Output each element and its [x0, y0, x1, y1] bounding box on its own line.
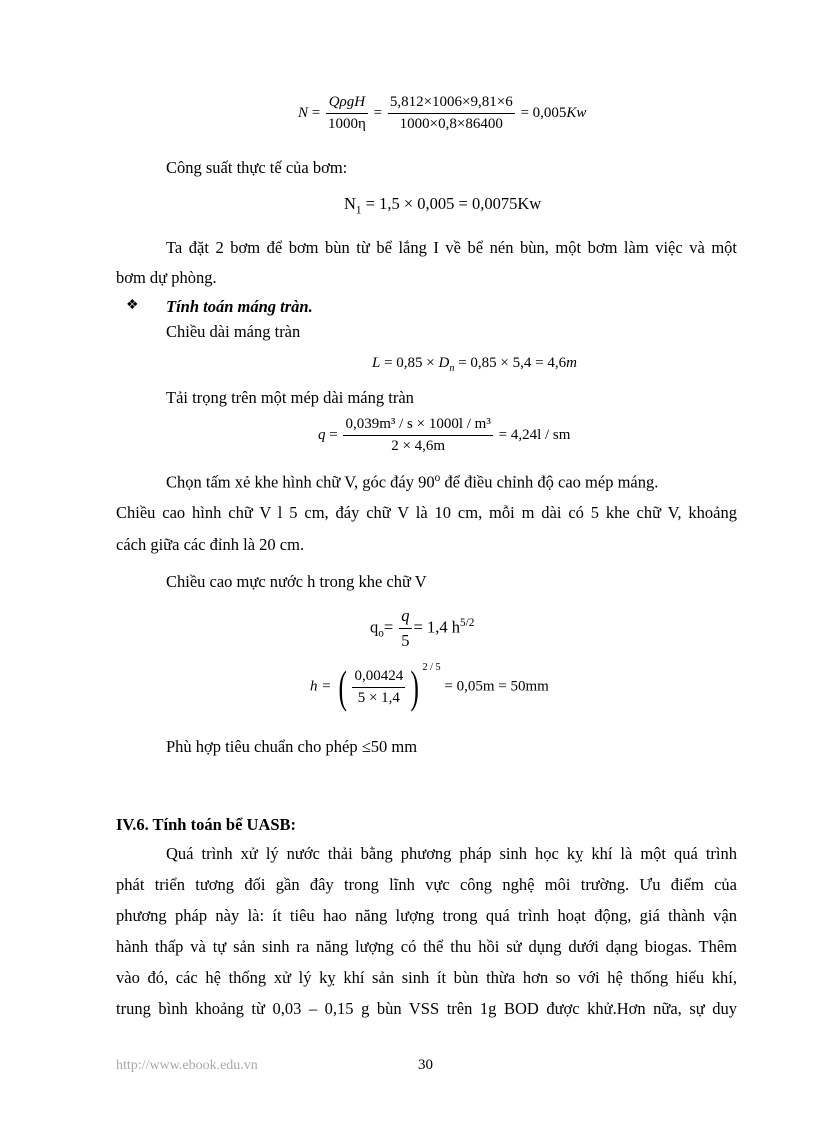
eq-qo-rest: = 1,4 h: [413, 617, 460, 637]
eq-h-den: 5 × 1,4: [357, 689, 400, 706]
eq-power-result: = 0,005: [520, 104, 567, 121]
para-pump-line-2: bơm dự phòng.: [116, 268, 217, 287]
eq-h-lhs: h =: [310, 678, 332, 695]
eq-q-num: 0,039m³ / s × 1000l / m³: [343, 416, 492, 436]
footer-url[interactable]: http://www.ebook.edu.vn: [116, 1058, 258, 1073]
eq-power-lhs: N: [298, 104, 309, 121]
eq-power-f2-den: 1000×0,8×86400: [399, 116, 503, 132]
equation-qo: [370, 606, 474, 651]
eq-qo-lhs: q: [370, 617, 379, 637]
eq-h-sup: 2 / 5: [422, 662, 441, 674]
right-paren-icon: ): [410, 661, 420, 712]
text-cong-suat: Công suất thực tế của bơm:: [166, 158, 348, 177]
eq-q-lhs: q: [318, 426, 326, 443]
left-paren-icon: (: [338, 661, 348, 712]
equation-L: [372, 355, 577, 374]
eq-power-f1-den: 1000η: [327, 116, 366, 132]
eq-q-result: = 4,24l / sm: [498, 426, 571, 443]
text-chieu-cao: Chiều cao mực nước h trong khe chữ V: [166, 572, 427, 591]
eq-qo-eq: =: [383, 617, 394, 637]
uasb-line-3: phương pháp này là: ít tiêu hao năng lượng trong quá trình hoạt động, giá thành vận: [116, 906, 737, 925]
eq-n1-prefix: N: [344, 194, 356, 213]
eq-L-rest: = 0,85 × 5,4 = 4,6: [454, 355, 567, 371]
page-number: 30: [418, 1057, 433, 1073]
eq-qo-den: 5: [401, 631, 410, 650]
eq-L-mid: = 0,85 ×: [380, 355, 439, 371]
eq-L-unit: m: [566, 355, 577, 371]
equation-n1: [344, 194, 541, 216]
uasb-line-1: Quá trình xử lý nước thải bằng phương pháp sinh học kỵ khí là một quá trình: [166, 844, 737, 863]
equation-power: N = $\frac{\text{QρgH}}{1000\eta}$ = $\frac{5,812\times 1006\times 9,81\times 6}{1000\times 0,8\times 86400}$ = 0,005Kw: [298, 94, 587, 132]
text-tai-trong: Tải trọng trên một mép dài máng tràn: [166, 388, 414, 407]
eq-power-f2-num: 5,812×1006×9,81×6: [388, 94, 515, 114]
eq-L-D-sub: n: [449, 363, 455, 374]
eq-power-fraction-2: [388, 94, 515, 133]
uasb-line-4: hành thấp và tự sản sinh ra năng lượng có thể thu hồi sử dụng dưới dạng biogas. Thêm: [116, 937, 737, 956]
para-pump-line-1: Ta đặt 2 bơm để bơm bùn từ bể lắng I về bể nén bùn, một bơm làm việc và một: [166, 238, 737, 257]
eq-qo-fraction: [399, 606, 411, 651]
eq-h-fraction: [352, 668, 405, 707]
eq-power-f1-num: QρgH: [326, 94, 368, 114]
para-v-line-1: [166, 472, 658, 493]
equation-q: q = $\frac{\text{0,039m³ / s × 1000l / m³}}{2 \times 4,6m}$ = 4,24l / sm: [318, 416, 571, 454]
bullet-diamond-icon: ❖: [126, 298, 139, 313]
eq-h-num: 0,00424: [352, 668, 405, 688]
text-phu-hop: Phù hợp tiêu chuẩn cho phép ≤50 mm: [166, 737, 418, 756]
heading-mang-tran: Tính toán máng tràn.: [166, 297, 313, 316]
uasb-line-6: trung bình khoảng từ 0,03 – 0,15 g bùn VSS trên 1g BOD được khử.Hơn nữa, sự duy: [116, 999, 737, 1018]
equation-h: [310, 661, 549, 712]
eq-L-lhs: L: [372, 355, 381, 371]
eq-qo-sup: 5/2: [459, 616, 475, 629]
eq-qo-num: q: [399, 606, 411, 629]
para-v-l1-a: Chọn tấm xẻ khe hình chữ V, góc đáy 90: [166, 472, 435, 492]
uasb-line-2: phát triển tương đối gần đây trong lĩnh vực công nghệ môi trường. Ưu điểm của: [116, 875, 737, 894]
para-v-line-2: Chiều cao hình chữ V l 5 cm, đáy chữ V là 10 cm, mỗi m dài có 5 khe chữ V, khoảng: [116, 503, 737, 522]
eq-power-unit: Kw: [566, 104, 587, 121]
eq-qo-sub: o: [378, 627, 384, 640]
heading-uasb: IV.6. Tính toán bể UASB:: [116, 815, 297, 834]
eq-q-den: 2 × 4,6m: [391, 438, 446, 454]
eq-power-fraction-1: [326, 94, 368, 133]
para-v-line-3: cách giữa các đỉnh là 20 cm.: [116, 535, 305, 554]
uasb-line-5: vào đó, các hệ thống xử lý kỵ khí sản sinh ít bùn thừa hơn so với hệ thống hiếu khí,: [116, 968, 737, 987]
eq-q-fraction: [343, 416, 492, 455]
eq-n1-rest: = 1,5 × 0,005 = 0,0075Kw: [361, 194, 542, 213]
para-v-l1-b: để điều chỉnh độ cao mép máng.: [440, 472, 659, 492]
eq-h-rest: = 0,05m = 50mm: [444, 678, 549, 695]
para-v-l1-sup: o: [434, 472, 441, 484]
text-chieu-dai: Chiều dài máng tràn: [166, 322, 301, 341]
eq-L-D: D: [438, 355, 450, 371]
eq-n1-sub: 1: [355, 204, 362, 217]
